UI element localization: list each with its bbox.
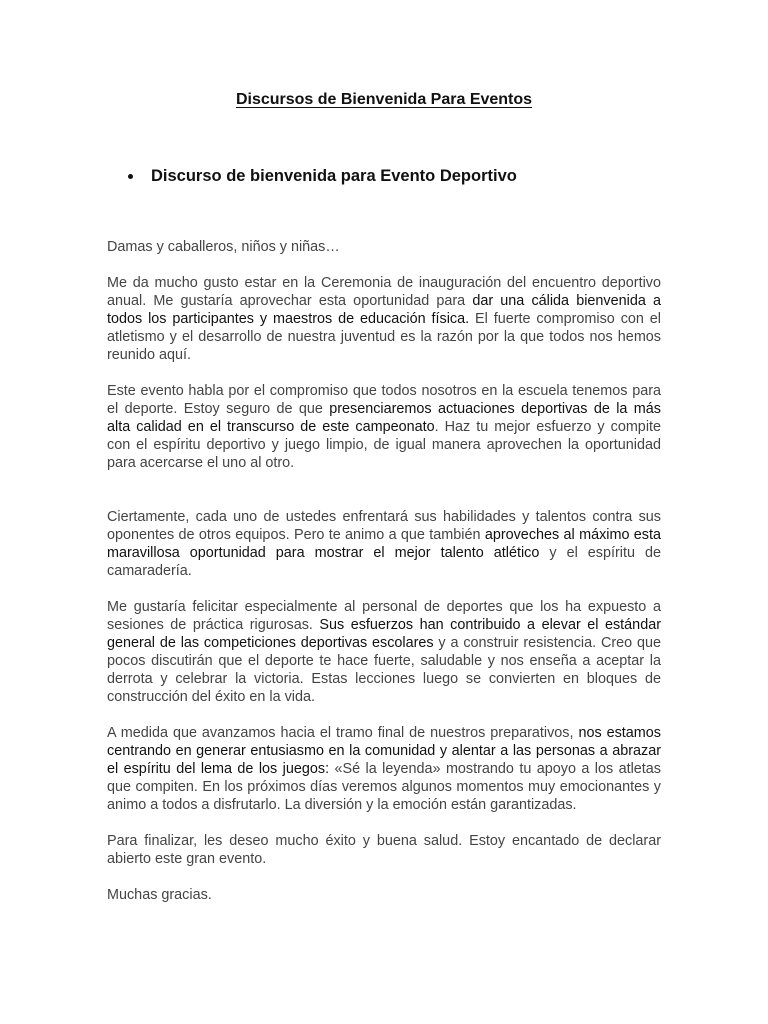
section-heading xyxy=(128,167,517,186)
paragraph-talent xyxy=(107,508,661,580)
paragraph-closing: Para finalizar, les deseo mucho éxito y buena salud. Estoy encantado de declarar abierto este gran evento. xyxy=(107,833,661,867)
paragraph-congratulations xyxy=(107,598,661,706)
paragraph-text: Me da mucho gusto estar en la Ceremonia de inauguración del encuentro deportivo anual. Me gustaría aprovechar esta oportunidad para xyxy=(107,275,661,309)
speech-body xyxy=(107,238,661,922)
highlighted-text: presenciaremos actuaciones deportivas de la más alta calidad en el transcurso de este campeonato xyxy=(107,401,661,435)
highlighted-text: aproveches al máximo esta maravillosa oportunidad para mostrar el mejor talento atlético xyxy=(107,527,661,561)
paragraph-commitment xyxy=(107,382,661,472)
paragraph-text: A medida que avanzamos hacia el tramo final de nuestros preparativos, xyxy=(107,725,579,741)
document-title xyxy=(0,91,768,109)
paragraph-thanks: Muchas gracias. xyxy=(107,887,212,903)
paragraph-text: El fuerte compromiso con el atletismo y el desarrollo de nuestra juventud es la razón por la que todos nos hemos reunido aquí. xyxy=(107,311,661,363)
paragraph-text: «Sé la leyenda» mostrando tu apoyo a los atletas que compiten. En los próximos días veremos algunos momentos muy emocionantes y animo a todos a disfrutarlo. La diversión y la emoción están garantizadas. xyxy=(107,761,662,813)
paragraph-text: Me gustaría felicitar especialmente al personal de deportes que los ha expuesto a sesiones de práctica rigurosas. xyxy=(107,599,661,633)
highlighted-text: nos estamos centrando en generar entusiasmo en la comunidad y alentar a las personas a abrazar el espíritu del lema de los juegos: xyxy=(107,725,661,777)
highlighted-text: Sus esfuerzos han contribuido a elevar el estándar general de las competiciones deportivas escolares xyxy=(107,617,661,651)
paragraph-welcome xyxy=(107,274,661,364)
greeting-paragraph: Damas y caballeros, niños y niñas… xyxy=(107,239,340,255)
highlighted-text: dar una cálida bienvenida a todos los participantes y maestros de educación física. xyxy=(107,293,661,327)
paragraph-preparations xyxy=(107,724,661,814)
document-title-text: Discursos de Bienvenida Para Eventos xyxy=(235,91,533,108)
section-heading-text: Discurso de bienvenida para Evento Deportivo xyxy=(151,167,517,185)
paragraph-text: . Haz tu mejor esfuerzo y compite con el espíritu deportivo y juego limpio, de igual manera aprovechen la oportunidad para acercarse el uno al otro. xyxy=(107,419,662,471)
paragraph-text: y a construir resistencia. Creo que pocos discutirán que el deporte te hace fuerte, saludable y nos enseña a aceptar la derrota y celebrar la victoria. Estas lecciones luego se convierten en bloques de construcción del éxito en la vida. xyxy=(107,635,662,705)
paragraph-text: y el espíritu de camaradería. xyxy=(107,545,661,579)
paragraph-text: Este evento habla por el compromiso que todos nosotros en la escuela tenemos para el deporte. Estoy seguro de que xyxy=(107,383,661,417)
paragraph-text: Ciertamente, cada uno de ustedes enfrentará sus habilidades y talentos contra sus oponentes de otros equipos. Pero te animo a que también xyxy=(107,509,661,543)
bullet-icon xyxy=(128,174,133,179)
